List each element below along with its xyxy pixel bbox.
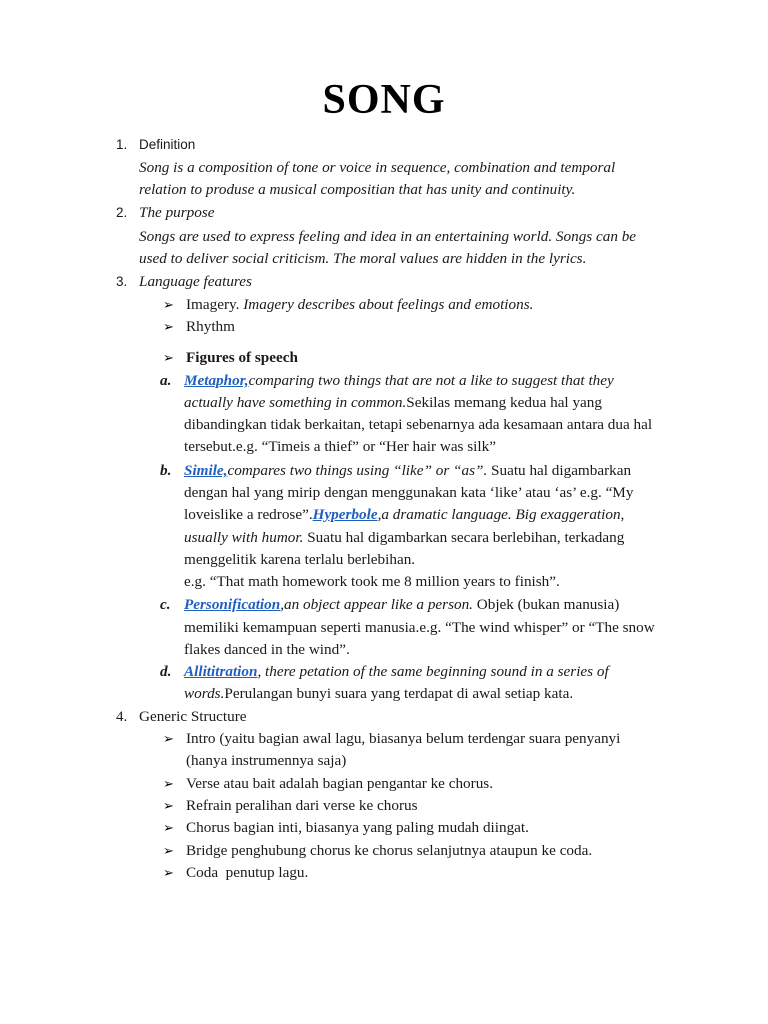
simile-line-1 xyxy=(184,460,631,482)
simile-explanation: Suatu hal digambarkan xyxy=(487,462,632,479)
imagery-item xyxy=(186,294,533,316)
imagery-description: Imagery describes about feelings and emotions. xyxy=(239,296,534,313)
section-number-3: 3. xyxy=(116,274,128,289)
structure-item-intro: Intro (yaitu bagian awal lagu, biasanya belum terdengar suara penyanyi xyxy=(186,730,621,747)
simile-line-5: menggelitik karena terlalu berlebihan. xyxy=(184,551,416,568)
allititration-term: Allititration xyxy=(184,663,258,680)
structure-item-chorus: Chorus bagian inti, biasanya yang paling mudah diingat. xyxy=(186,819,529,836)
figure-letter-c: c. xyxy=(160,596,171,613)
figure-letter-a: a. xyxy=(160,372,172,389)
structure-item-intro-cont: (hanya instrumennya saja) xyxy=(186,752,347,769)
bullet-arrow-icon: ➢ xyxy=(163,798,174,813)
bullet-arrow-icon: ➢ xyxy=(163,865,174,880)
metaphor-line-3: dibandingkan tidak berkaitan, tetapi sebenarnya ada kesamaan antara dua hal xyxy=(184,416,653,433)
structure-item-coda: Coda penutup lagu. xyxy=(186,864,309,881)
allititration-definition: , there petation of the same beginning sound in a series of xyxy=(257,663,609,680)
rhythm-item: Rhythm xyxy=(186,318,235,335)
metaphor-definition-end: actually have something in common. xyxy=(184,394,407,411)
structure-item-bridge: Bridge penghubung chorus ke chorus selanjutnya ataupun ke coda. xyxy=(186,842,593,859)
bullet-arrow-icon: ➢ xyxy=(163,820,174,835)
simile-line-3 xyxy=(184,504,624,526)
simile-line-4 xyxy=(184,527,624,549)
simile-line-2: dengan hal yang mirip dengan menggunakan kata ‘like’ atau ‘as’ e.g. “My xyxy=(184,484,634,501)
metaphor-definition: comparing two things that are not a like to suggest that they xyxy=(248,372,614,389)
hyperbole-definition-end: usually with humor. xyxy=(184,529,304,546)
bullet-arrow-icon: ➢ xyxy=(163,319,174,334)
page-title: SONG xyxy=(322,77,446,123)
hyperbole-definition: ,a dramatic language. Big exaggeration, xyxy=(377,506,625,523)
purpose-line-1: Songs are used to express feeling and idea in an entertaining world. Songs can be xyxy=(139,228,637,245)
allititration-line-1 xyxy=(184,661,609,683)
personification-definition: ,an object appear like a person. xyxy=(280,596,473,613)
metaphor-line-1 xyxy=(184,370,614,392)
section-heading-purpose: The purpose xyxy=(139,204,215,221)
personification-line-1 xyxy=(184,594,619,616)
bullet-arrow-icon: ➢ xyxy=(163,297,174,312)
bullet-arrow-icon: ➢ xyxy=(163,350,174,365)
simile-example: loveislike a redrose”. xyxy=(184,506,313,523)
section-heading-language: Language features xyxy=(139,273,252,290)
personification-line-3: flakes danced in the wind”. xyxy=(184,641,350,658)
personification-term: Personification xyxy=(184,596,281,613)
simile-definition: compares two things using “like” or “as”. xyxy=(227,462,488,479)
allititration-line-2 xyxy=(184,683,573,705)
figure-letter-d: d. xyxy=(160,663,172,680)
hyperbole-explanation: Suatu hal digambarkan secara berlebihan, terkadang xyxy=(303,529,625,546)
structure-item-refrain: Refrain peralihan dari verse ke chorus xyxy=(186,797,418,814)
figures-of-speech-heading: Figures of speech xyxy=(186,349,298,366)
metaphor-explanation: Sekilas memang kedua hal yang xyxy=(406,394,602,411)
simile-term: Simile, xyxy=(184,462,228,479)
personification-line-2: memiliki kemampuan seperti manusia.e.g. “The wind whisper” or “The snow xyxy=(184,619,655,636)
simile-line-6: e.g. “That math homework took me 8 million years to finish”. xyxy=(184,573,560,590)
purpose-line-2: used to deliver social criticism. The moral values are hidden in the lyrics. xyxy=(139,250,587,267)
allititration-explanation: Perulangan bunyi suara yang terdapat di awal setiap kata. xyxy=(224,685,574,702)
figure-letter-b: b. xyxy=(160,462,172,479)
imagery-label: Imagery. xyxy=(186,296,240,313)
bullet-arrow-icon: ➢ xyxy=(163,843,174,858)
bullet-arrow-icon: ➢ xyxy=(163,731,174,746)
metaphor-term: Metaphor, xyxy=(184,372,249,389)
section-number-1: 1. xyxy=(116,137,128,152)
definition-line-2: relation to produse a musical compositian that has unity and continuity. xyxy=(139,181,576,198)
metaphor-line-4: tersebut.e.g. “Timeis a thief” or “Her hair was silk” xyxy=(184,438,496,455)
metaphor-line-2 xyxy=(184,392,602,414)
section-heading-structure: Generic Structure xyxy=(139,708,247,725)
structure-item-verse: Verse atau bait adalah bagian pengantar ke chorus. xyxy=(186,775,493,792)
definition-line-1: Song is a composition of tone or voice in sequence, combination and temporal xyxy=(139,159,616,176)
section-number-2: 2. xyxy=(116,205,128,220)
section-heading-definition: Definition xyxy=(139,137,196,152)
bullet-arrow-icon: ➢ xyxy=(163,776,174,791)
hyperbole-term: Hyperbole xyxy=(312,506,378,523)
allititration-definition-end: words. xyxy=(184,685,225,702)
personification-explanation: Objek (bukan manusia) xyxy=(472,596,620,613)
section-number-4: 4. xyxy=(116,709,128,725)
